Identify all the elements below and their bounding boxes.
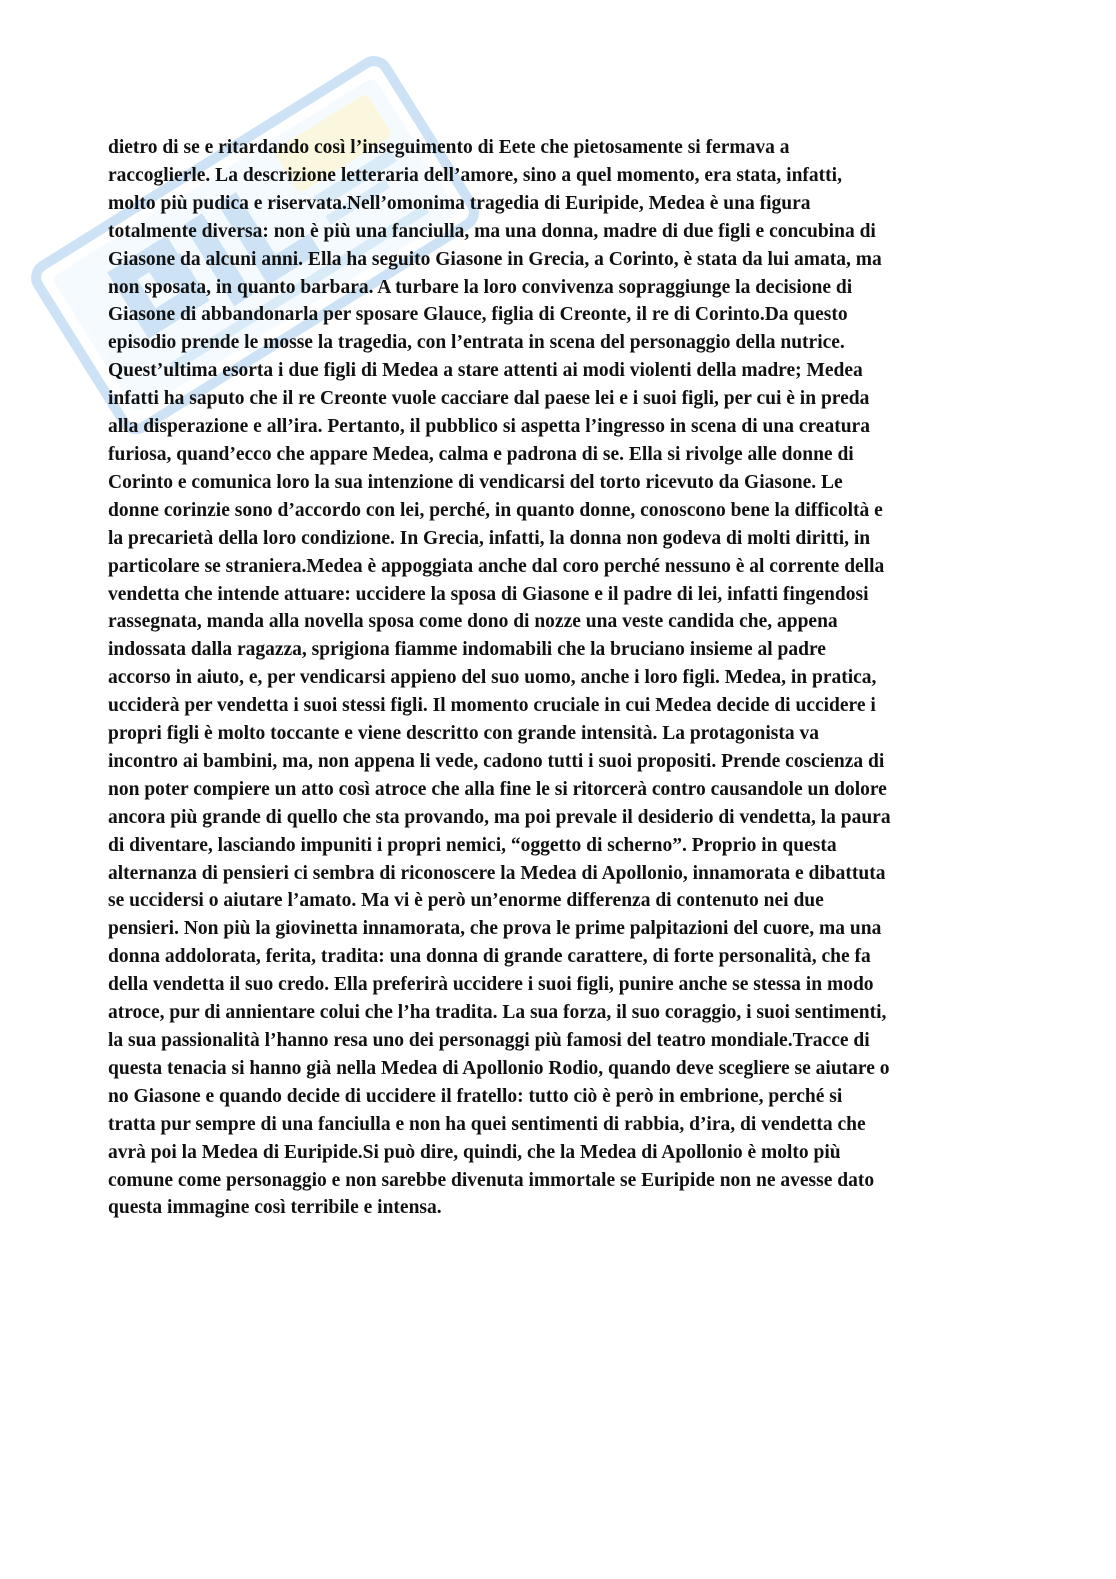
- text-line: questa tenacia si hanno già nella Medea di Apollonio Rodio, quando deve scegliere se aiutare o: [108, 1057, 890, 1079]
- text-line: indossata dalla ragazza, sprigiona fiamme indomabili che la bruciano insieme al padre: [108, 639, 826, 661]
- text-line: non sposata, in quanto barbara. A turbare la loro convivenza sopraggiunge la decisione di: [108, 276, 853, 298]
- text-line: alternanza di pensieri ci sembra di riconoscere la Medea di Apollonio, innamorata e dibattuta: [108, 862, 886, 884]
- text-line: la sua passionalità l’hanno resa uno dei personaggi più famosi del teatro mondiale.Tracce di: [108, 1030, 870, 1051]
- text-line: di diventare, lasciando impuniti i propri nemici, “oggetto di scherno”. Proprio in questa: [108, 834, 837, 856]
- text-line: avrà poi la Medea di Euripide.Si può dire, quindi, che la Medea di Apollonio è molto più: [108, 1141, 841, 1163]
- text-line: molto più pudica e riservata.Nell’omonima tragedia di Euripide, Medea è una figura: [108, 192, 811, 214]
- text-line: questa immagine così terribile e intensa.: [108, 1197, 442, 1219]
- text-line: accorso in aiuto, e, per vendicarsi appieno del suo uomo, anche i loro figli. Medea, in pratica,: [108, 667, 877, 689]
- text-line: se uccidersi o aiutare l’amato. Ma vi è però un’enorme differenza di contenuto nei due: [108, 890, 824, 912]
- text-line: vendetta che intende attuare: uccidere la sposa di Giasone e il padre di lei, infatti fingendosi: [108, 583, 869, 605]
- text-line: raccoglierle. La descrizione letteraria dell’amore, sino a quel momento, era stata, infatti,: [108, 164, 842, 186]
- text-line: furiosa, quand’ecco che appare Medea, calma e padrona di se. Ella si rivolge alle donne di: [108, 443, 854, 465]
- text-line: incontro ai bambini, ma, non appena li vede, cadono tutti i suoi propositi. Prende coscienza di: [108, 750, 885, 772]
- body-paragraph: [108, 134, 1008, 1222]
- text-line: donna addolorata, ferita, tradita: una donna di grande carattere, di forte personalità, che fa: [108, 946, 871, 968]
- text-line: episodio prende le mosse la tragedia, con l’entrata in scena del personaggio della nutrice.: [108, 332, 845, 354]
- text-line: donne corinzie sono d’accordo con lei, perché, in quanto donne, conoscono bene la difficoltà e: [108, 499, 883, 521]
- text-line: Giasone da alcuni anni. Ella ha seguito Giasone in Grecia, a Corinto, è stata da lui amata, ma: [108, 248, 882, 270]
- text-line: propri figli è molto toccante e viene descritto con grande intensità. La protagonista va: [108, 723, 819, 745]
- text-line: tratta pur sempre di una fanciulla e non ha quei sentimenti di rabbia, d’ira, di vendetta che: [108, 1113, 866, 1135]
- text-line: della vendetta il suo credo. Ella preferirà uccidere i suoi figli, punire anche se stessa in modo: [108, 974, 874, 996]
- text-line: dietro di se e ritardando così l’inseguimento di Eete che pietosamente si fermava a: [108, 137, 790, 158]
- text-line: atroce, pur di annientare colui che l’ha tradita. La sua forza, il suo coraggio, i suoi sentimenti,: [108, 1002, 887, 1024]
- text-line: particolare se straniera.Medea è appoggiata anche dal coro perché nessuno è al corrente della: [108, 555, 885, 577]
- text-line: alla disperazione e all’ira. Pertanto, il pubblico si aspetta l’ingresso in scena di una creatura: [108, 416, 870, 438]
- text-line: Giasone di abbandonarla per sposare Glauce, figlia di Creonte, il re di Corinto.Da questo: [108, 304, 848, 326]
- text-line: ancora più grande di quello che sta provando, ma poi prevale il desiderio di vendetta, la paura: [108, 806, 891, 828]
- text-line: rassegnata, manda alla novella sposa come dono di nozze una veste candida che, appena: [108, 611, 838, 633]
- text-line: non poter compiere un atto così atroce che alla fine le si ritorcerà contro causandole un dolore: [108, 778, 887, 800]
- text-line: ucciderà per vendetta i suoi stessi figli. Il momento cruciale in cui Medea decide di uccidere i: [108, 695, 876, 717]
- text-line: pensieri. Non più la giovinetta innamorata, che prova le prime palpitazioni del cuore, ma una: [108, 918, 882, 940]
- text-line: infatti ha saputo che il re Creonte vuole cacciare dal paese lei e i suoi figli, per cui è in preda: [108, 388, 870, 410]
- text-line: comune come personaggio e non sarebbe divenuta immortale se Euripide non ne avesse dato: [108, 1169, 875, 1191]
- text-line: la precarietà della loro condizione. In Grecia, infatti, la donna non godeva di molti diritti, in: [108, 527, 871, 549]
- text-line: no Giasone e quando decide di uccidere il fratello: tutto ciò è però in embrione, perché si: [108, 1085, 843, 1107]
- text-line: Corinto e comunica loro la sua intenzione di vendicarsi del torto ricevuto da Giasone. Le: [108, 471, 843, 493]
- text-line: Quest’ultima esorta i due figli di Medea a stare attenti ai modi violenti della madre; Medea: [108, 360, 863, 382]
- text-line: totalmente diversa: non è più una fanciulla, ma una donna, madre di due figli e concubina di: [108, 220, 876, 242]
